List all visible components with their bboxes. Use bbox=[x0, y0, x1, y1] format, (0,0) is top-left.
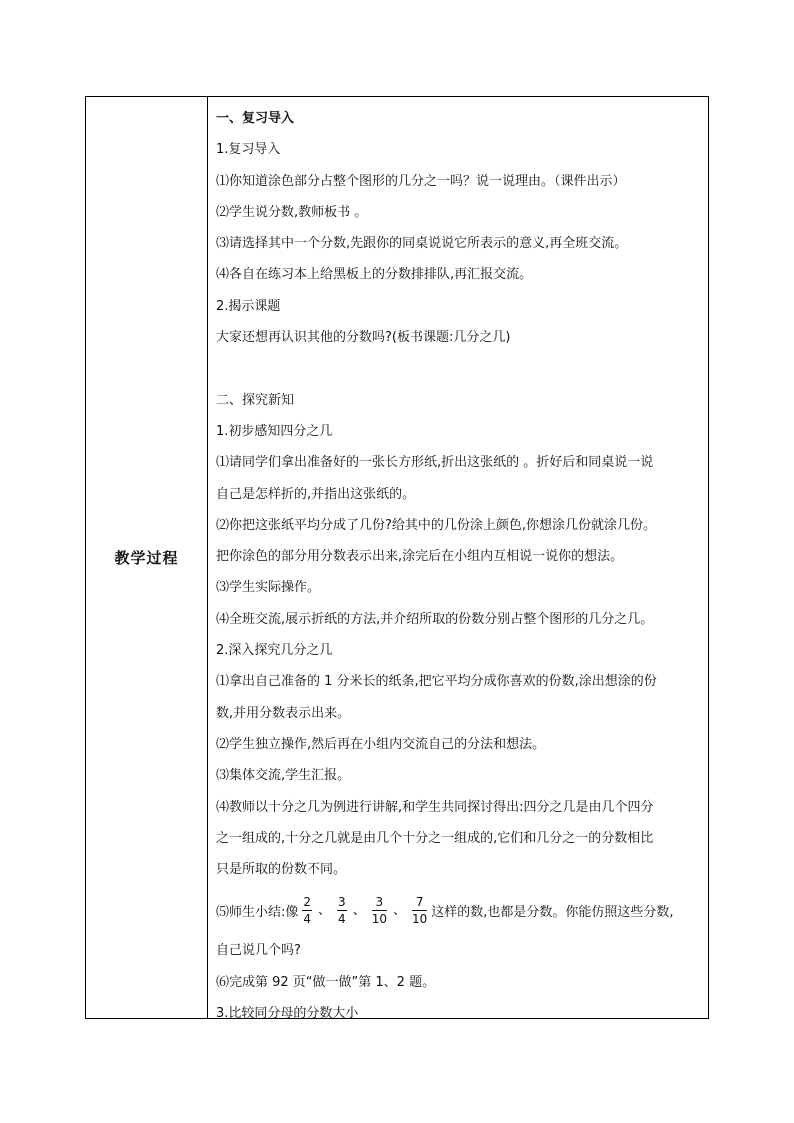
content-lines-top bbox=[216, 103, 704, 885]
summary-line bbox=[216, 885, 704, 935]
content-line: 2.深入探究几分之几 bbox=[216, 643, 333, 659]
content-line: ⑵学生独立操作,然后再在小组内交流自己的分法和想法。 bbox=[216, 736, 546, 752]
fraction-numerator: 2 bbox=[303, 894, 312, 909]
content-line: 3.比较同分母的分数大小 bbox=[216, 1006, 359, 1022]
summary-prefix: ⑸师生小结:像 bbox=[216, 904, 299, 920]
fraction-separator: 、 bbox=[352, 902, 366, 918]
content-line: 二、探究新知 bbox=[216, 392, 295, 408]
content-line: 数,并用分数表示出来。 bbox=[216, 705, 351, 721]
fraction-denominator: 10 bbox=[371, 911, 387, 926]
fraction-numerator: 3 bbox=[338, 894, 346, 909]
fraction bbox=[412, 895, 427, 926]
content-line bbox=[216, 353, 704, 384]
content-line: ⑵你把这张纸平均分成了几份?给其中的几份涂上颜色,你想涂几份就涂几份。 bbox=[216, 517, 657, 533]
fraction bbox=[302, 895, 312, 926]
content-line: 大家还想再认识其他的分数吗?(板书课题:几分之几) bbox=[216, 330, 511, 346]
content-line: ⑶学生实际操作。 bbox=[216, 580, 321, 596]
content-line: ⑷各自在练习本上给黑板上的分数排排队,再汇报交流。 bbox=[216, 267, 533, 283]
fraction-separator: 、 bbox=[318, 902, 332, 918]
content-line: 自己是怎样折的,并指出这张纸的。 bbox=[216, 486, 416, 502]
fraction-separator: 、 bbox=[392, 902, 406, 918]
content-line: 2.揭示课题 bbox=[216, 298, 281, 314]
summary-suffix: 这样的数,也都是分数。你能仿照这些分数, bbox=[431, 904, 674, 920]
content-line: 一、复习导入 bbox=[216, 111, 295, 126]
content-line: ⑹完成第 92 页“做一做”第 1、2 题。 bbox=[216, 974, 436, 990]
fraction-numerator: 7 bbox=[415, 894, 424, 909]
content-lines-bottom bbox=[216, 935, 704, 1029]
content-line: 1.初步感知四分之几 bbox=[216, 423, 333, 439]
fraction-denominator: 4 bbox=[338, 911, 346, 926]
content-line: 1.复习导入 bbox=[216, 142, 281, 158]
fraction-numerator: 3 bbox=[375, 894, 384, 909]
content-line: ⑵学生说分数,教师板书 。 bbox=[216, 204, 368, 220]
fraction-list bbox=[298, 895, 431, 926]
fraction bbox=[337, 895, 347, 926]
content-line: 只是所取的份数不同。 bbox=[216, 862, 347, 878]
fraction-denominator: 10 bbox=[412, 911, 428, 926]
column-divider bbox=[207, 97, 208, 1018]
fraction bbox=[372, 895, 387, 926]
content-line: 自己说几个吗? bbox=[216, 943, 301, 959]
content-line: 把你涂色的部分用分数表示出来,涂完后在小组内互相说一说你的想法。 bbox=[216, 549, 624, 565]
fraction-denominator: 4 bbox=[303, 911, 312, 926]
content-line: ⑷全班交流,展示折纸的方法,并介绍所取的份数分别占整个图形的几分之几。 bbox=[216, 611, 654, 627]
content-line: ⑶集体交流,学生汇报。 bbox=[216, 768, 351, 784]
lesson-content bbox=[216, 103, 704, 1029]
content-line: ⑷教师以十分之几为例进行讲解,和学生共同探讨得出:四分之几是由几个四分 bbox=[216, 799, 654, 815]
lesson-table bbox=[85, 96, 709, 1022]
content-line: ⑶请选择其中一个分数,先跟你的同桌说说它所表示的意义,再全班交流。 bbox=[216, 236, 628, 252]
content-line: ⑴拿出自己准备的 1 分米长的纸条,把它平均分成你喜欢的份数,涂出想涂的份 bbox=[216, 674, 657, 690]
section-label: 教学过程 bbox=[114, 549, 179, 567]
content-line: ⑴请同学们拿出准备好的一张长方形纸,折出这张纸的 。折好后和同桌说一说 bbox=[216, 455, 654, 471]
content-line: ⑴你知道涂色部分占整个图形的几分之一吗？说一说理由。（课件出示） bbox=[216, 173, 626, 189]
content-line: 之一组成的,十分之几就是由几个十分之一组成的,它们和几分之一的分数相比 bbox=[216, 830, 654, 846]
